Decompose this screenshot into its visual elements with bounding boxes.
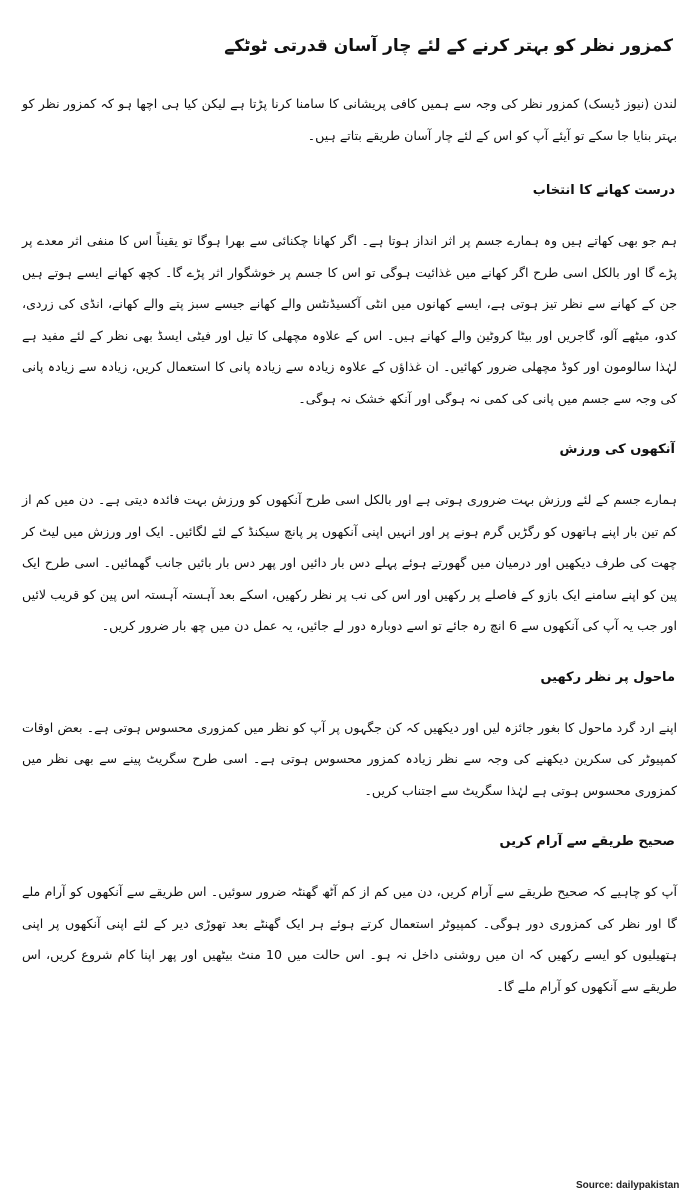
- section-diet: [22, 179, 677, 414]
- section-heading-rest: صحیح طریقے سے آرام کریں: [499, 834, 675, 849]
- article-title: کمزور نظر کو بہتر کرنے کے لئے چار آسان قدرتی ٹوٹکے: [224, 36, 673, 56]
- section-eye-exercise: [22, 438, 677, 642]
- section-environment: [22, 666, 677, 807]
- section-body-environment: اپنے ارد گرد ماحول کا بغور جائزہ لیں اور دیکھیں کہ کن جگہوں پر آپ کو نظر میں کمزوری محسوس ہوتی ہے۔ بعض اوقات کمپیوٹر کی سکرین دیکھنے کی وجہ سے نظر زیادہ کمزور محسوس ہوتی ہے۔ اسی طرح سگریٹ پینے سے بھی نظر میں کمزوری محسوس ہوتی ہے لہٰذا سگریٹ سے اجتناب کریں۔: [22, 719, 677, 798]
- section-body-eye-exercise: ہمارے جسم کے لئے ورزش بہت ضروری ہوتی ہے اور بالکل اسی طرح آنکھوں کو ورزش بہت فائدہ دیتی ہے۔ دن میں کم از کم تین بار اپنے ہاتھوں کو رگڑیں گرم ہونے پر اور انہیں اپنی آنکھوں پر پانچ سیکنڈ کے لئے لگائیں۔ ایک اور ورزش میں لیٹ کر چھت کی طرف دیکھیں اور درمیان میں گھورتے ہوئے پہلے دس بار دائیں اور پھر دس بار بائیں جانب گھمائیں۔ اسی طرح ایک پین کو اپنے سامنے ایک بازو کے فاصلے پر رکھیں اور اس کی نب پر نظر رکھیں، اسکے بعد آہستہ آہستہ اس پین کو قریب لائیں اور جب یہ آپ کی آنکھوں سے 6 انچ رہ جائے تو اسے دوبارہ دور لے جائیں، یہ عمل دن میں چھ بار ضرور کریں۔: [22, 492, 677, 633]
- section-heading-environment: ماحول پر نظر رکھیں: [540, 669, 675, 685]
- intro-paragraph: لندن (نیوز ڈیسک) کمزور نظر کی وجہ سے ہمیں کافی پریشانی کا سامنا کرنا پڑتا ہے لیکن کیا ہی اچھا ہو کہ کمزور نظر کو بہتر بنایا جا سکے تو آیئے آپ کو اس کے لئے چار آسان طریقے بتاتے ہیں۔: [22, 96, 677, 143]
- section-rest: [22, 830, 677, 1002]
- section-heading-diet: درست کھانے کا انتخاب: [532, 183, 675, 198]
- source-credit: Source: dailypakistan: [576, 1180, 680, 1191]
- section-body-rest: آپ کو چاہیے کہ صحیح طریقے سے آرام کریں، دن میں کم از کم آٹھ گھنٹہ ضرور سوئیں۔ اس طریقے سے آنکھوں کو آرام ملے گا اور نظر کی کمزوری دور ہوگی۔ کمپیوٹر استعمال کرتے ہوئے ہر ایک گھنٹے بعد تھوڑی دیر کے لئے اپنی آنکھوں پر اپنی ہتھیلیوں کو ایسے رکھیں کہ ان میں روشنی داخل نہ ہو۔ اس حالت میں 10 منٹ بیٹھیں اور پھر اپنا کام شروع کریں، اس طریقے سے آنکھوں کو آرام ملے گا۔: [22, 884, 677, 994]
- section-body-diet: ہم جو بھی کھاتے ہیں وہ ہمارے جسم پر اثر انداز ہوتا ہے۔ اگر کھانا چکنائی سے بھرا ہوگا تو یقیناً اس کا منفی اثر معدے پر پڑے گا اور بالکل اسی طرح اگر کھانے میں غذائیت ہوگی تو اس کا جسم پر خوشگوار اثر پڑے گا۔ کچھ کھانے ایسے ہوتے ہیں جن کے کھانے سے نظر تیز ہوتی ہے، ایسے کھانوں میں انٹی آکسیڈنٹس والے کھانے جیسے سبز پتے والے کھانے، انڈی کی زردی، کدو، میٹھے آلو، گاجریں اور بیٹا کروٹین والے کھانے ہیں۔ اس کے علاوہ مچھلی کا تیل اور فیٹی ایسڈ بھی نظر کے لئے مفید ہے لہٰذا سالومون اور کوڈ مچھلی ضرور کھائیں۔ ان غذاؤں کے علاوہ زیادہ سے زیادہ پانی کا استعمال کریں، زیادہ سے زیادہ پانی کی وجہ سے جسم میں پانی کی کمی نہ ہوگی اور آنکھ خشک نہ ہوگی۔: [22, 233, 677, 406]
- section-heading-eye-exercise: آنکھوں کی ورزش: [559, 442, 675, 457]
